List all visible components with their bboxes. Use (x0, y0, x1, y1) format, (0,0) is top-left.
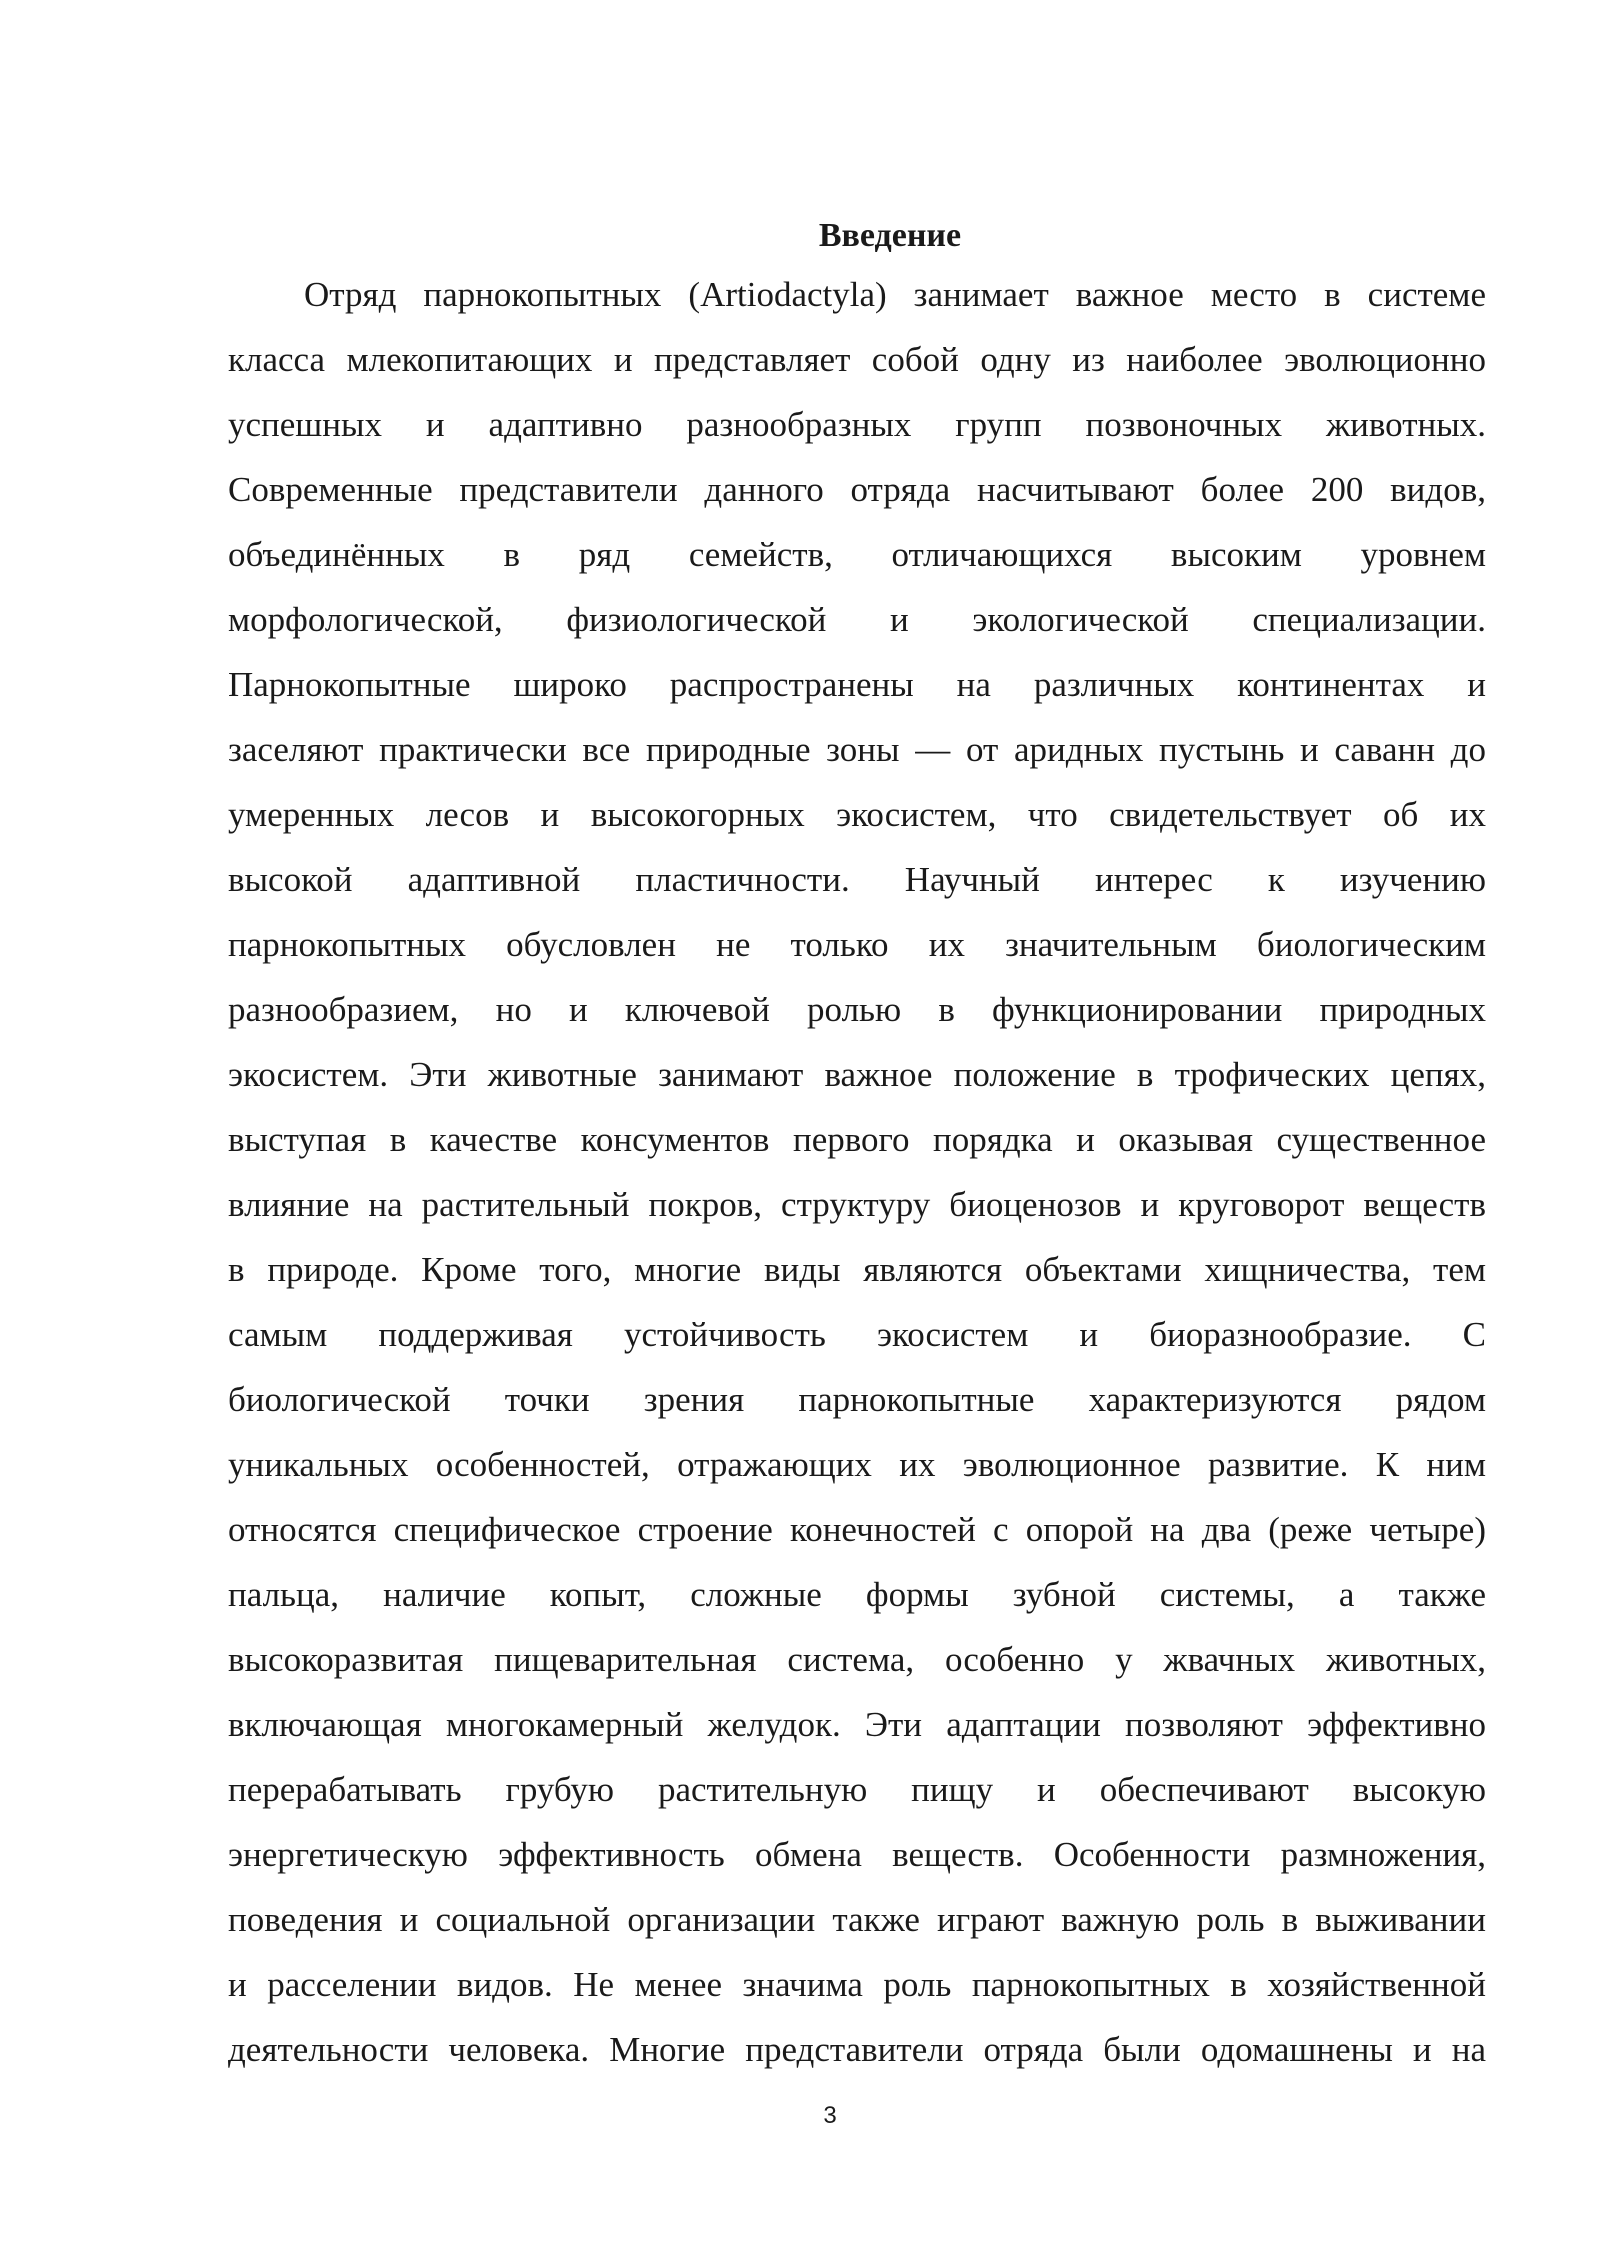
text-line: относятся специфическое строение конечностей с опорой на два (реже четыре) (228, 1510, 1486, 1549)
text-line: высокоразвитая пищеварительная система, особенно у жвачных животных, (228, 1640, 1486, 1679)
body-paragraph (228, 262, 1486, 2082)
text-line: и расселении видов. Не менее значима роль парнокопытных в хозяйственной (228, 1965, 1486, 2004)
text-line: пальца, наличие копыт, сложные формы зубной системы, а также (228, 1575, 1486, 1614)
text-line: влияние на растительный покров, структуру биоценозов и круговорот веществ (228, 1185, 1486, 1224)
text-line: поведения и социальной организации также играют важную роль в выживании (228, 1900, 1486, 1939)
section-title: Введение (818, 217, 962, 254)
text-line: экосистем. Эти животные занимают важное положение в трофических цепях, (228, 1055, 1486, 1094)
text-line: класса млекопитающих и представляет собой одну из наиболее эволюционно (228, 340, 1486, 379)
text-line: умеренных лесов и высокогорных экосистем, что свидетельствует об их (228, 795, 1486, 834)
text-line: выступая в качестве консументов первого порядка и оказывая существенное (228, 1120, 1486, 1159)
text-line: морфологической, физиологической и экологической специализации. (228, 600, 1486, 639)
text-line: Парнокопытные широко распространены на различных континентах и (228, 665, 1486, 704)
page-number: 3 (823, 2102, 837, 2129)
text-line: Отряд парнокопытных (Artiodactyla) занимает важное место в системе (304, 275, 1486, 314)
text-line: в природе. Кроме того, многие виды являются объектами хищничества, тем (228, 1250, 1486, 1289)
page-content (228, 210, 1486, 2082)
text-line: самым поддерживая устойчивость экосистем и биоразнообразие. С (228, 1315, 1486, 1354)
text-line: перерабатывать грубую растительную пищу и обеспечивают высокую (228, 1770, 1486, 1809)
text-line: разнообразием, но и ключевой ролью в функционировании природных (228, 990, 1486, 1029)
text-line: заселяют практически все природные зоны — от аридных пустынь и саванн до (228, 730, 1486, 769)
text-line: деятельности человека. Многие представители отряда были одомашнены и на (228, 2030, 1486, 2069)
text-line: успешных и адаптивно разнообразных групп позвоночных животных. (228, 405, 1486, 444)
text-line: высокой адаптивной пластичности. Научный интерес к изучению (228, 860, 1486, 899)
text-line: объединённых в ряд семейств, отличающихся высоким уровнем (228, 535, 1486, 574)
text-line: энергетическую эффективность обмена веществ. Особенности размножения, (228, 1835, 1486, 1874)
text-line: парнокопытных обусловлен не только их значительным биологическим (228, 925, 1486, 964)
text-line: Современные представители данного отряда насчитывают более 200 видов, (228, 470, 1486, 509)
text-line: биологической точки зрения парнокопытные характеризуются рядом (228, 1380, 1486, 1419)
text-line: включающая многокамерный желудок. Эти адаптации позволяют эффективно (228, 1705, 1486, 1744)
text-line: уникальных особенностей, отражающих их эволюционное развитие. К ним (228, 1445, 1486, 1484)
